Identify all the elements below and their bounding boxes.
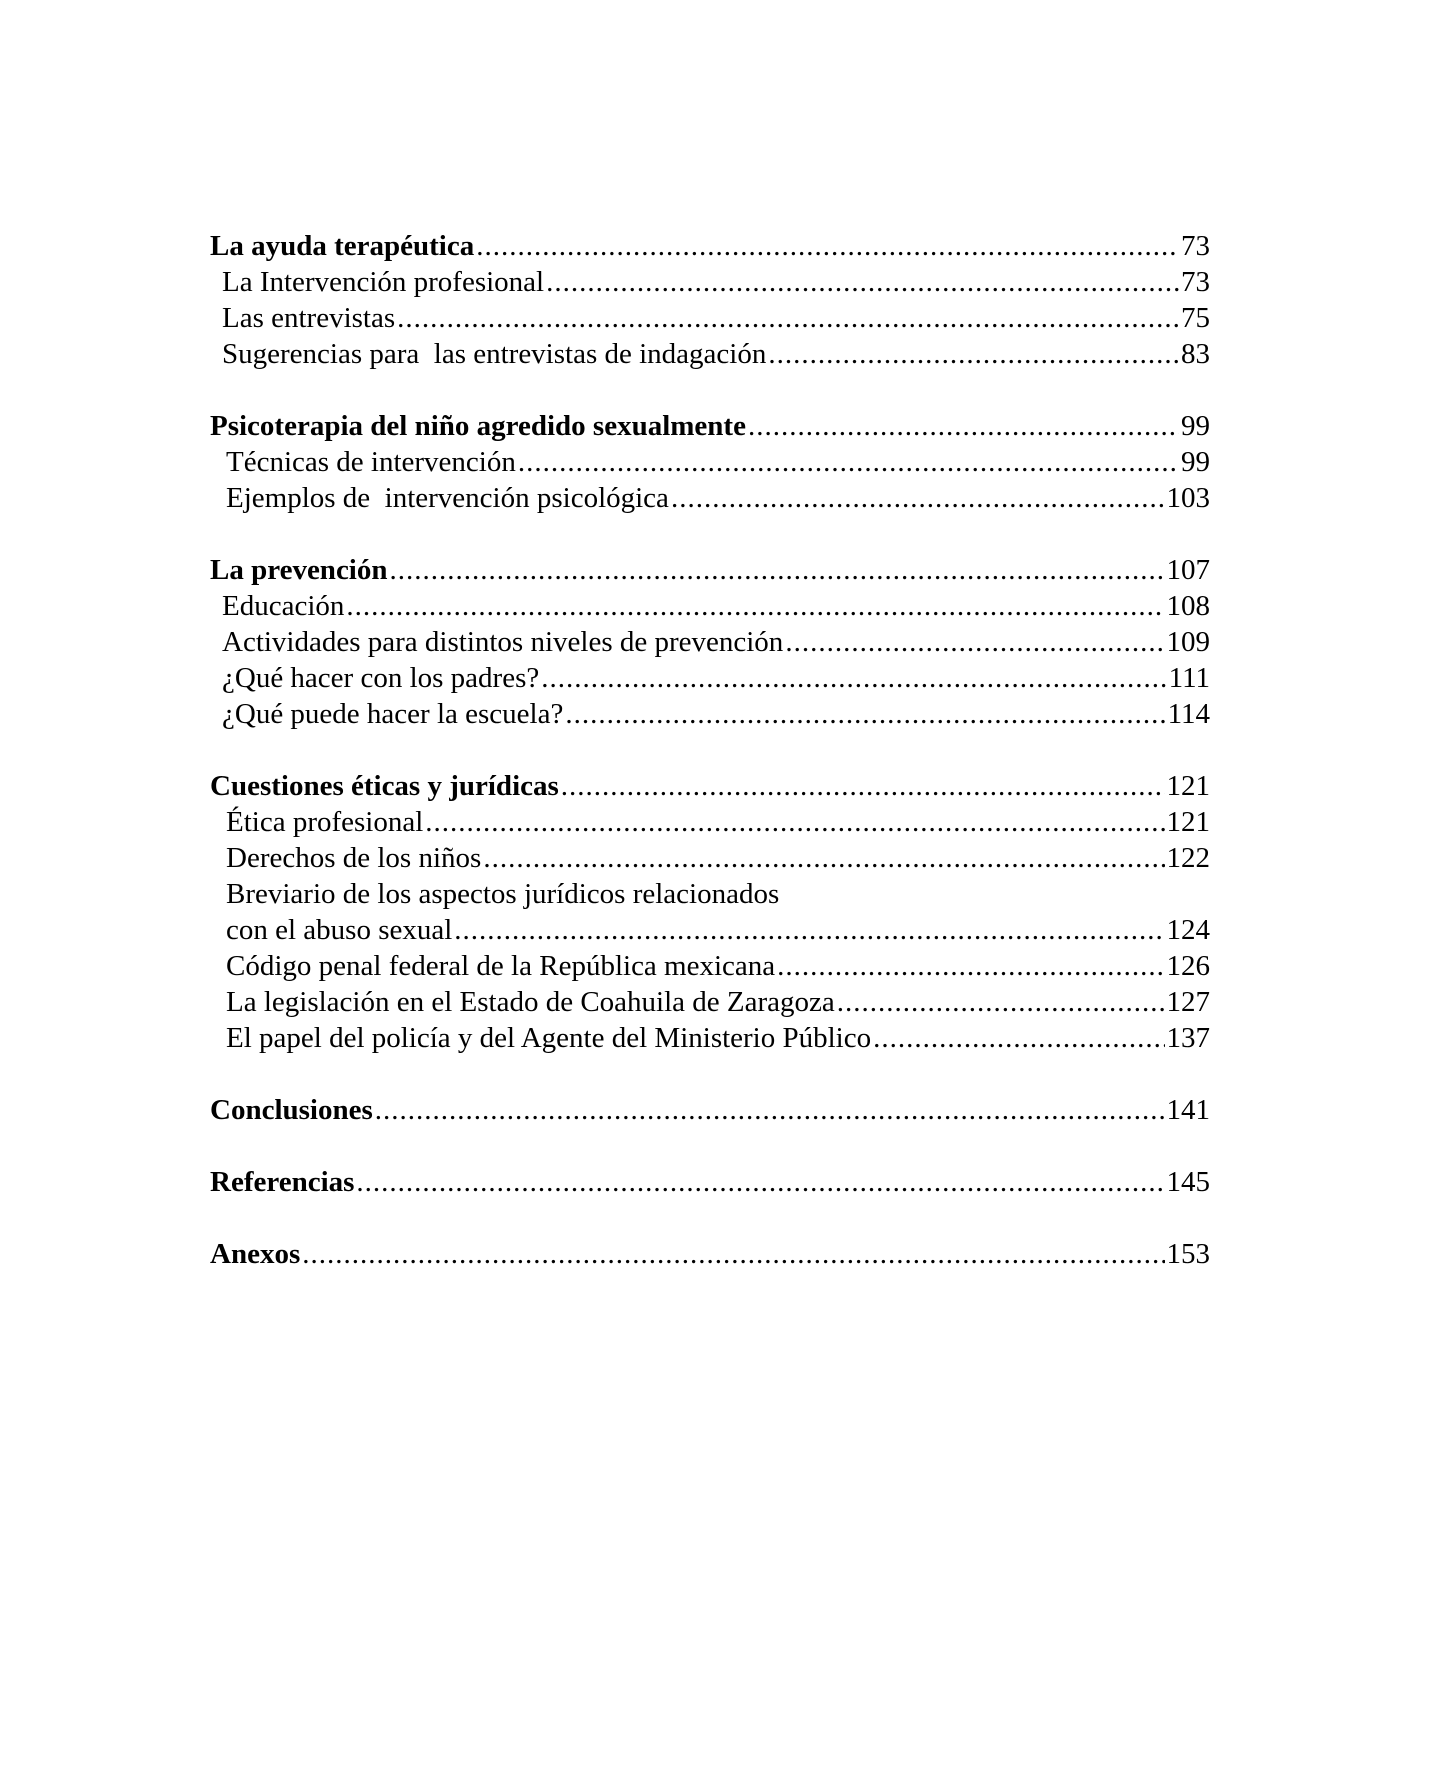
toc-page-number: 103: [1166, 482, 1210, 514]
toc-page-number: 114: [1167, 698, 1210, 730]
toc-page-number: 126: [1166, 950, 1210, 982]
toc-page-number: 107: [1166, 554, 1210, 586]
toc-heading-title: Cuestiones éticas y jurídicas: [210, 770, 559, 802]
dot-leader: [748, 408, 1179, 444]
toc-entry-title: Ejemplos de intervención psicológica: [226, 482, 669, 514]
toc-entry[interactable]: [210, 480, 1210, 516]
toc-page-number: 109: [1166, 626, 1210, 658]
dot-leader: [356, 1164, 1164, 1200]
toc-entry-title: ¿Qué hacer con los padres?: [222, 662, 540, 694]
toc-heading-title: Psicoterapia del niño agredido sexualmente: [210, 410, 746, 442]
toc-entry-title: Educación: [222, 590, 345, 622]
toc-section-prevencion: [210, 552, 1210, 732]
dot-leader: [785, 624, 1164, 660]
dot-leader: [425, 804, 1164, 840]
toc-heading-title: La prevención: [210, 554, 388, 586]
toc-page-number: 137: [1166, 1022, 1210, 1054]
toc-page-number: 83: [1181, 338, 1210, 370]
toc-page-number: 111: [1168, 662, 1210, 694]
table-of-contents: [210, 228, 1210, 1308]
toc-section-cuestiones-eticas: [210, 768, 1210, 1056]
toc-entry[interactable]: [210, 588, 1210, 624]
toc-section-referencias: [210, 1164, 1210, 1200]
toc-entry-title: Sugerencias para las entrevistas de indagación: [222, 338, 767, 370]
toc-entry-title: Las entrevistas: [222, 302, 396, 334]
toc-entry[interactable]: [210, 624, 1210, 660]
toc-page-number: 127: [1166, 986, 1210, 1018]
toc-entry-title: La legislación en el Estado de Coahuila de Zaragoza: [226, 986, 835, 1018]
toc-entry[interactable]: [210, 984, 1210, 1020]
toc-page-number: 99: [1181, 410, 1210, 442]
dot-leader: [518, 444, 1179, 480]
dot-leader: [546, 264, 1179, 300]
toc-page-number: 124: [1166, 914, 1210, 946]
toc-entry-title-line1[interactable]: Breviario de los aspectos jurídicos relacionados: [226, 878, 780, 910]
toc-page-number: 75: [1181, 302, 1210, 334]
toc-entry-title: Ética profesional: [226, 806, 424, 838]
toc-section-ayuda-terapeutica: [210, 228, 1210, 372]
toc-entry-title: Actividades para distintos niveles de prevención: [222, 626, 784, 658]
toc-entry-title: ¿Qué puede hacer la escuela?: [222, 698, 564, 730]
toc-heading-title: Anexos: [210, 1238, 301, 1270]
toc-entry-title: Código penal federal de la República mexicana: [226, 950, 776, 982]
toc-entry[interactable]: [210, 696, 1210, 732]
toc-page-number: 145: [1166, 1166, 1210, 1198]
toc-section-anexos: [210, 1236, 1210, 1272]
toc-page-number: 122: [1166, 842, 1210, 874]
dot-leader: [561, 768, 1165, 804]
toc-page-number: 141: [1166, 1094, 1210, 1126]
dot-leader: [873, 1020, 1164, 1056]
toc-page-number: 108: [1166, 590, 1210, 622]
toc-page-number: 73: [1181, 230, 1210, 262]
toc-heading-title: La ayuda terapéutica: [210, 230, 475, 262]
toc-heading[interactable]: [210, 1236, 1210, 1272]
dot-leader: [565, 696, 1165, 732]
toc-page-number: 73: [1181, 266, 1210, 298]
toc-heading[interactable]: [210, 408, 1210, 444]
toc-page-number: 121: [1166, 770, 1210, 802]
dot-leader: [768, 336, 1179, 372]
toc-section-psicoterapia: [210, 408, 1210, 516]
toc-heading[interactable]: [210, 768, 1210, 804]
dot-leader: [454, 912, 1164, 948]
dot-leader: [397, 300, 1179, 336]
toc-entry[interactable]: [210, 264, 1210, 300]
toc-entry-title: con el abuso sexual: [226, 914, 453, 946]
toc-entry-title: Técnicas de intervención: [226, 446, 516, 478]
toc-page-number: 99: [1181, 446, 1210, 478]
toc-entry[interactable]: [210, 912, 1210, 948]
toc-section-conclusiones: [210, 1092, 1210, 1128]
dot-leader: [777, 948, 1164, 984]
dot-leader: [483, 840, 1164, 876]
dot-leader: [476, 228, 1179, 264]
toc-heading-title: Referencias: [210, 1166, 355, 1198]
dot-leader: [671, 480, 1165, 516]
toc-page-number: 121: [1166, 806, 1210, 838]
toc-entry[interactable]: [210, 948, 1210, 984]
dot-leader: [390, 552, 1165, 588]
dot-leader: [302, 1236, 1164, 1272]
toc-page-number: 153: [1166, 1238, 1210, 1270]
toc-entry[interactable]: [210, 300, 1210, 336]
dot-leader: [346, 588, 1164, 624]
dot-leader: [837, 984, 1165, 1020]
toc-entry[interactable]: [210, 444, 1210, 480]
toc-entry[interactable]: [210, 660, 1210, 696]
dot-leader: [541, 660, 1166, 696]
toc-entry[interactable]: [210, 1020, 1210, 1056]
toc-entry[interactable]: [210, 336, 1210, 372]
toc-heading-title: Conclusiones: [210, 1094, 373, 1126]
dot-leader: [375, 1092, 1165, 1128]
toc-heading[interactable]: [210, 228, 1210, 264]
toc-heading[interactable]: [210, 1092, 1210, 1128]
toc-entry-title: La Intervención profesional: [222, 266, 545, 298]
toc-heading[interactable]: [210, 1164, 1210, 1200]
toc-entry[interactable]: [210, 840, 1210, 876]
toc-entry-title: El papel del policía y del Agente del Ministerio Público: [226, 1022, 872, 1054]
toc-heading[interactable]: [210, 552, 1210, 588]
toc-entry[interactable]: [210, 804, 1210, 840]
toc-entry-title: Derechos de los niños: [226, 842, 482, 874]
